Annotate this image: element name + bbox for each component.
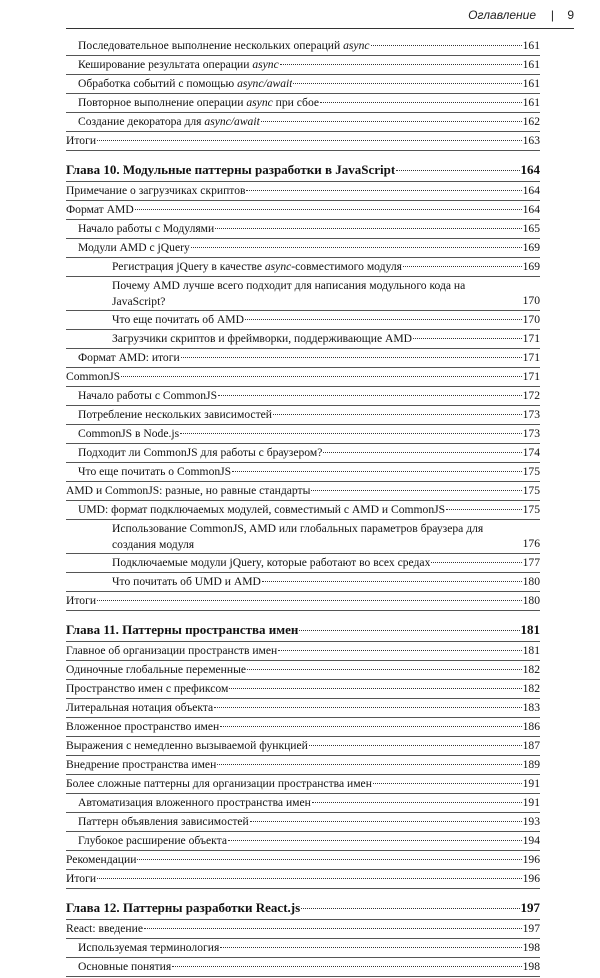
toc-entry[interactable] (66, 278, 540, 309)
section-gap (66, 890, 540, 898)
entry-title: React: введение (66, 922, 143, 935)
entry-page: 181 (522, 644, 540, 657)
toc-entry[interactable] (66, 133, 540, 149)
entry-title: Что еще почитать об AMD (112, 313, 244, 326)
chapter-rule (66, 641, 540, 642)
entry-title: Примечание о загрузчиках скриптов (66, 184, 246, 197)
entry-title: Пространство имен с префиксом (66, 682, 229, 695)
entry-page: 175 (522, 465, 540, 478)
dot-leader (446, 509, 522, 510)
entry-title: Начало работы с Модулями (78, 222, 215, 235)
entry-rule (66, 310, 540, 311)
entry-rule (66, 717, 540, 718)
toc-entry[interactable] (66, 369, 540, 385)
entry-rule (66, 424, 540, 425)
entry-title: CommonJS (66, 370, 121, 383)
chapter-rule (66, 181, 540, 182)
header-rule (66, 28, 574, 29)
entry-page: 186 (522, 720, 540, 733)
entry-rule (66, 850, 540, 851)
entry-page: 161 (522, 58, 540, 71)
toc-entry[interactable] (66, 114, 540, 130)
toc-entry[interactable] (66, 738, 540, 754)
toc-entry[interactable] (66, 662, 540, 678)
entry-title: Более сложные паттерны для организации пространства имен (66, 777, 372, 790)
entry-title: Итоги (66, 872, 97, 885)
entry-rule (66, 74, 540, 75)
toc-entry[interactable] (66, 221, 540, 237)
entry-page: 196 (522, 853, 540, 866)
entry-page: 182 (522, 663, 540, 676)
toc-entry[interactable] (66, 814, 540, 830)
entry-title: Внедрение пространства имен (66, 758, 217, 771)
toc-entry[interactable] (66, 833, 540, 849)
dot-leader (232, 471, 521, 472)
toc-entry[interactable] (66, 350, 540, 366)
dot-leader (293, 83, 521, 84)
entry-page: 172 (522, 389, 540, 402)
entry-rule (66, 698, 540, 699)
toc-entry[interactable] (66, 57, 540, 73)
entry-rule (66, 219, 540, 220)
entry-title: Основные понятия (78, 960, 172, 973)
dot-leader (229, 688, 521, 689)
entry-title: Используемая терминология (78, 941, 220, 954)
entry-rule (66, 276, 540, 277)
entry-title: Потребление нескольких зависимостей (78, 408, 272, 421)
dot-leader (220, 726, 521, 727)
running-title: Оглавление (468, 8, 536, 22)
toc-entry[interactable] (66, 940, 540, 956)
toc-entry[interactable] (66, 388, 540, 404)
entry-rule (66, 131, 540, 132)
entry-page: 175 (522, 484, 540, 497)
entry-rule (66, 610, 540, 611)
entry-emphasis: async (252, 58, 279, 71)
entry-rule (66, 500, 540, 501)
dot-leader (97, 600, 522, 601)
chapter-title: Глава 11. Паттерны пространства имен (66, 622, 299, 637)
entry-page: 162 (522, 115, 540, 128)
toc-entry[interactable] (66, 643, 540, 659)
toc-entry[interactable] (66, 719, 540, 735)
entry-title: Регистрация jQuery в качестве async-совместимого модуля (112, 260, 402, 273)
entry-rule (66, 367, 540, 368)
entry-title: Использование CommonJS, AMD или глобальных параметров браузера для создания модуля (112, 522, 484, 551)
entry-rule (66, 238, 540, 239)
page-header (0, 0, 600, 28)
entry-page: 171 (522, 351, 540, 364)
dot-leader (218, 395, 522, 396)
dot-leader (312, 802, 522, 803)
entry-title: Глубокое расширение объекта (78, 834, 227, 847)
entry-emphasis: async (246, 96, 273, 109)
toc-entry[interactable] (66, 700, 540, 716)
entry-page: 180 (522, 594, 540, 607)
entry-page: 173 (522, 408, 540, 421)
chapter-heading[interactable] (66, 898, 540, 918)
entry-page: 193 (522, 815, 540, 828)
entry-rule (66, 831, 540, 832)
entry-rule (66, 405, 540, 406)
dot-leader (220, 947, 521, 948)
dot-leader (144, 928, 522, 929)
entry-page: 198 (522, 941, 540, 954)
entry-rule (66, 888, 540, 889)
toc-entry[interactable] (66, 331, 540, 347)
toc-entry[interactable] (66, 240, 540, 256)
chapter-page: 197 (520, 900, 540, 915)
header-separator: | (550, 8, 554, 22)
entry-title: Выражения с немедленно вызываемой функцией (66, 739, 308, 752)
entry-page: 177 (522, 556, 540, 569)
toc-entry[interactable] (66, 445, 540, 461)
toc-entry[interactable] (66, 959, 540, 975)
entry-title: Загрузчики скриптов и фреймворки, поддерживающие AMD (112, 332, 413, 345)
entry-page: 182 (522, 682, 540, 695)
entry-rule (66, 957, 540, 958)
entry-rule (66, 812, 540, 813)
table-of-contents (66, 38, 540, 978)
dot-leader (403, 266, 522, 267)
entry-title: Модули AMD с jQuery (78, 241, 190, 254)
dot-leader (215, 228, 521, 229)
entry-title: Рекомендации (66, 853, 137, 866)
entry-title: Подключаемые модули jQuery, которые работают во всех средах (112, 556, 431, 569)
entry-rule (66, 481, 540, 482)
entry-title: Итоги (66, 134, 97, 147)
chapter-page: 181 (520, 622, 540, 637)
entry-page: 191 (522, 777, 540, 790)
chapter-rule (66, 919, 540, 920)
dot-leader (214, 707, 521, 708)
dot-leader (299, 630, 519, 631)
entry-emphasis: async (343, 39, 370, 52)
page-number: 9 (567, 8, 574, 22)
dot-leader (278, 650, 521, 651)
dot-leader (135, 209, 522, 210)
toc-entry[interactable] (66, 521, 540, 552)
toc-entry[interactable] (66, 259, 540, 275)
entry-rule (66, 869, 540, 870)
dot-leader (250, 821, 522, 822)
entry-title: Формат AMD (66, 203, 134, 216)
dot-leader (311, 490, 521, 491)
section-gap (66, 612, 540, 620)
entry-page: 161 (522, 39, 540, 52)
entry-title: Что почитать об UMD и AMD (112, 575, 261, 588)
dot-leader (431, 562, 521, 563)
toc-entry[interactable] (66, 776, 540, 792)
dot-leader (273, 414, 522, 415)
entry-rule (66, 679, 540, 680)
entry-page: 176 (522, 537, 540, 550)
dot-leader (247, 669, 522, 670)
entry-emphasis: async/await (204, 115, 260, 128)
entry-rule (66, 572, 540, 573)
entry-rule (66, 462, 540, 463)
entry-rule (66, 200, 540, 201)
entry-rule (66, 755, 540, 756)
dot-leader (262, 581, 522, 582)
toc-entry[interactable] (66, 681, 540, 697)
entry-title: Автоматизация вложенного пространства имен (78, 796, 311, 809)
toc-entry[interactable] (66, 574, 540, 590)
entry-rule (66, 112, 540, 113)
entry-title: Литеральная нотация объекта (66, 701, 214, 714)
entry-rule (66, 257, 540, 258)
dot-leader (245, 319, 522, 320)
entry-title: Последовательное выполнение нескольких операций async (78, 39, 370, 52)
entry-title: Главное об организации пространств имен (66, 644, 278, 657)
entry-rule (66, 793, 540, 794)
entry-emphasis: async/await (237, 77, 293, 90)
section-gap (66, 152, 540, 160)
entry-page: 198 (522, 960, 540, 973)
entry-title: Кеширование результата операции async (78, 58, 279, 71)
entry-page: 174 (522, 446, 540, 459)
chapter-page: 164 (520, 162, 540, 177)
chapter-heading[interactable] (66, 620, 540, 640)
entry-page: 175 (522, 503, 540, 516)
entry-page: 171 (522, 370, 540, 383)
entry-rule (66, 93, 540, 94)
dot-leader (320, 102, 522, 103)
entry-page: 171 (522, 332, 540, 345)
entry-rule (66, 55, 540, 56)
entry-title: Повторное выполнение операции async при сбое (78, 96, 320, 109)
entry-rule (66, 938, 540, 939)
toc-entry[interactable] (66, 852, 540, 868)
dot-leader (180, 433, 521, 434)
dot-leader (301, 908, 519, 909)
dot-leader (280, 64, 522, 65)
entry-rule (66, 976, 540, 977)
entry-emphasis: async (264, 260, 292, 273)
toc-entry[interactable] (66, 426, 540, 442)
entry-title: Начало работы с CommonJS (78, 389, 218, 402)
toc-entry[interactable] (66, 38, 540, 54)
entry-rule (66, 150, 540, 151)
dot-leader (191, 247, 522, 248)
toc-entry[interactable] (66, 407, 540, 423)
toc-entry[interactable] (66, 76, 540, 92)
entry-rule (66, 329, 540, 330)
toc-entry[interactable] (66, 921, 540, 937)
toc-entry[interactable] (66, 183, 540, 199)
entry-page: 196 (522, 872, 540, 885)
dot-leader (97, 878, 522, 879)
dot-leader (121, 376, 521, 377)
dot-leader (246, 190, 521, 191)
toc-entry[interactable] (66, 555, 540, 571)
entry-rule (66, 519, 540, 520)
toc-entry[interactable] (66, 757, 540, 773)
dot-leader (373, 783, 522, 784)
entry-title: Формат AMD: итоги (78, 351, 180, 364)
entry-page: 189 (522, 758, 540, 771)
entry-page: 165 (522, 222, 540, 235)
dot-leader (97, 140, 522, 141)
entry-page: 194 (522, 834, 540, 847)
entry-rule (66, 660, 540, 661)
entry-rule (66, 386, 540, 387)
toc-entry[interactable] (66, 502, 540, 518)
dot-leader (396, 170, 519, 171)
entry-rule (66, 774, 540, 775)
dot-leader (413, 338, 522, 339)
entry-page: 169 (522, 241, 540, 254)
entry-title: Одиночные глобальные переменные (66, 663, 247, 676)
entry-title: Вложенное пространство имен (66, 720, 220, 733)
entry-page: 170 (522, 313, 540, 326)
dot-leader (181, 357, 522, 358)
entry-page: 183 (522, 701, 540, 714)
dot-leader (261, 121, 522, 122)
entry-title: UMD: формат подключаемых модулей, совместимый с AMD и CommonJS (78, 503, 446, 516)
dot-leader (371, 45, 522, 46)
entry-rule (66, 591, 540, 592)
entry-title: Почему AMD лучше всего подходит для написания модульного кода на JavaScript? (112, 279, 466, 308)
entry-title: Обработка событий с помощью async/await (78, 77, 293, 90)
entry-page: 161 (522, 77, 540, 90)
entry-rule (66, 553, 540, 554)
toc-entry[interactable] (66, 312, 540, 328)
dot-leader (172, 966, 521, 967)
toc-entry[interactable] (66, 871, 540, 887)
dot-leader (217, 764, 521, 765)
entry-title: Подходит ли CommonJS для работы с браузером? (78, 446, 323, 459)
entry-title: CommonJS в Node.js (78, 427, 180, 440)
entry-title: Итоги (66, 594, 97, 607)
entry-page: 164 (522, 184, 540, 197)
entry-title: Что еще почитать о CommonJS (78, 465, 232, 478)
toc-entry[interactable] (66, 795, 540, 811)
dot-leader (323, 452, 521, 453)
toc-entry[interactable] (66, 593, 540, 609)
toc-entry[interactable] (66, 483, 540, 499)
entry-title: Паттерн объявления зависимостей (78, 815, 249, 828)
dot-leader (309, 745, 522, 746)
entry-page: 170 (522, 294, 540, 307)
entry-rule (66, 348, 540, 349)
toc-entry[interactable] (66, 464, 540, 480)
entry-page: 187 (522, 739, 540, 752)
chapter-heading[interactable] (66, 160, 540, 180)
entry-rule (66, 736, 540, 737)
dot-leader (228, 840, 522, 841)
entry-page: 173 (522, 427, 540, 440)
entry-rule (66, 443, 540, 444)
toc-entry[interactable] (66, 202, 540, 218)
entry-page: 169 (522, 260, 540, 273)
dot-leader (137, 859, 521, 860)
entry-page: 180 (522, 575, 540, 588)
entry-title: Создание декоратора для async/await (78, 115, 260, 128)
entry-page: 191 (522, 796, 540, 809)
entry-page: 163 (522, 134, 540, 147)
chapter-title: Глава 10. Модульные паттерны разработки в JavaScript (66, 162, 396, 177)
toc-entry[interactable] (66, 95, 540, 111)
entry-page: 164 (522, 203, 540, 216)
chapter-title: Глава 12. Паттерны разработки React.js (66, 900, 301, 915)
entry-title: AMD и CommonJS: разные, но равные стандарты (66, 484, 311, 497)
entry-page: 197 (522, 922, 540, 935)
entry-page: 161 (522, 96, 540, 109)
